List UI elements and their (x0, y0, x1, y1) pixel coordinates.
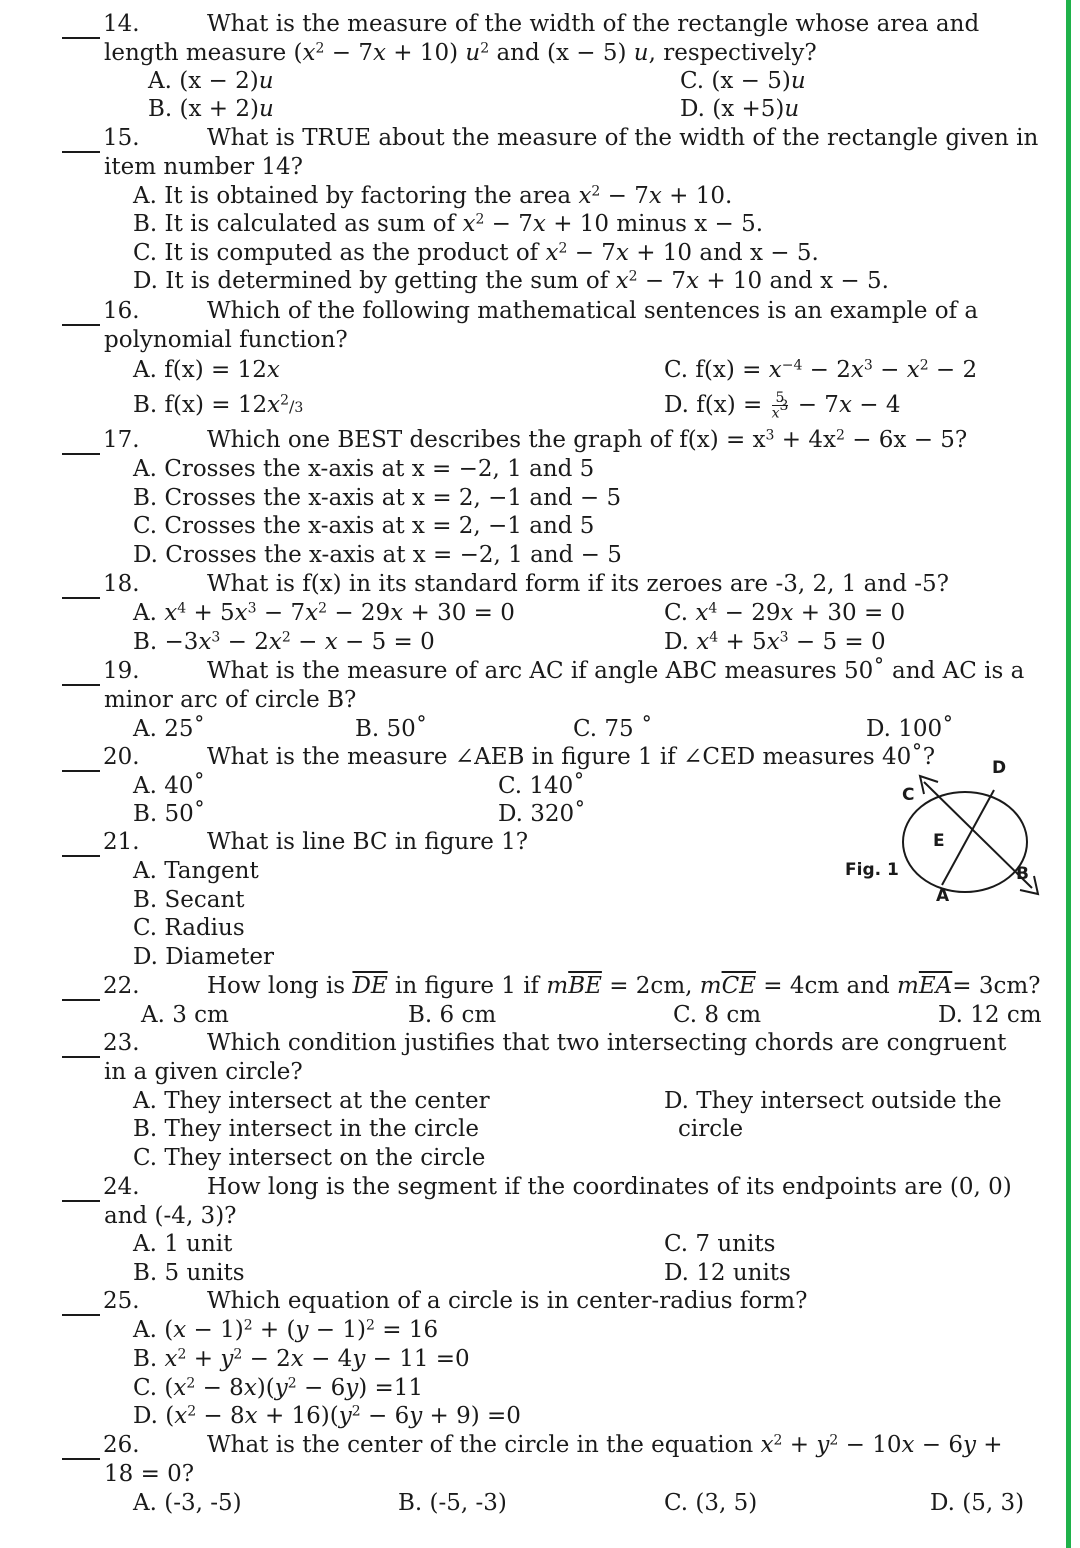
q16-option-b[interactable]: B. $f(x) = 12x^2/3$ (133, 392, 304, 418)
answer-blank-17[interactable] (62, 453, 100, 455)
q26-option-c[interactable]: C. (3, 5) (664, 1490, 758, 1516)
question-number-16: 16. (103, 298, 140, 324)
answer-blank-14[interactable] (62, 37, 100, 39)
chord-da (942, 790, 994, 885)
answer-blank-20[interactable] (62, 770, 100, 772)
point-label-b: B (1016, 864, 1029, 884)
q22-option-b[interactable]: B. 6 cm (408, 1002, 497, 1028)
q20-option-d[interactable]: D. 320˚ (498, 801, 586, 827)
q18-option-a[interactable]: A. $x^4 + 5x^3 - 7x^2 - 29x + 30 = 0$ (133, 600, 515, 626)
question-number-25: 25. (103, 1288, 140, 1314)
answer-blank-18[interactable] (62, 597, 100, 599)
q15-option-a[interactable]: A. It is obtained by factoring the area $x^2 - 7x + 10$. (133, 183, 733, 209)
question-number-26: 26. (103, 1432, 140, 1458)
answer-blank-26[interactable] (62, 1458, 100, 1460)
q25-option-d[interactable]: D. $(x^2 - 8x + 16)(y^2 - 6y + 9) =0$ (133, 1403, 521, 1429)
q23-option-d-line1[interactable]: D. They intersect outside the (664, 1088, 1002, 1114)
question-number-22: 22. (103, 973, 140, 999)
q18-stem: What is f(x) in its standard form if its zeroes are -3, 2, 1 and -5? (207, 571, 949, 597)
q15-stem-line1: What is TRUE about the measure of the width of the rectangle given in (207, 125, 1039, 151)
q15-option-d[interactable]: D. It is determined by getting the sum of $x^2 - 7x + 10$ and x − 5. (133, 268, 889, 294)
question-number-21: 21. (103, 829, 140, 855)
q14-option-a[interactable]: A. (x − 2)u (148, 68, 274, 94)
q18-option-d[interactable]: D. $x^4 + 5x^3 - 5 = 0$ (664, 629, 886, 655)
question-number-24: 24. (103, 1174, 140, 1200)
q23-option-d-line2[interactable]: circle (678, 1116, 744, 1142)
q22-stem: How long is $\overline{DE}$ in figure 1 if $m\overline{BE} = 2cm$, $m\overline{CE} = 4cm$ and $m\overline{EA}= 3cm$? (207, 973, 1041, 999)
q23-option-a[interactable]: A. They intersect at the center (133, 1088, 490, 1114)
q26-option-d[interactable]: D. (5, 3) (930, 1490, 1025, 1516)
page-border-rule (1066, 0, 1071, 1548)
q20-option-c[interactable]: C. 140˚ (498, 773, 585, 799)
q21-option-c[interactable]: C. Radius (133, 915, 245, 941)
q16-option-d[interactable]: D. f(x) = $\frac{5}{x^3}$ − 7x − 4 (664, 390, 901, 422)
figure-1-circle (880, 760, 1060, 910)
q26-stem-line2: 18 = 0? (104, 1461, 195, 1487)
q26-stem-line1: What is the center of the circle in the equation $x^2 + y^2 - 10x - 6y$ + (207, 1432, 1003, 1458)
q25-stem: Which equation of a circle is in center-radius form? (207, 1288, 808, 1314)
question-number-23: 23. (103, 1030, 140, 1056)
q23-stem-line1: Which condition justifies that two intersecting chords are congruent (207, 1030, 1007, 1056)
q21-option-d[interactable]: D. Diameter (133, 944, 275, 970)
answer-blank-22[interactable] (62, 999, 100, 1001)
q19-option-d[interactable]: D. 100˚ (866, 716, 954, 742)
question-number-18: 18. (103, 571, 140, 597)
q16-stem-line1: Which of the following mathematical sentences is an example of a (207, 298, 979, 324)
q24-option-a[interactable]: A. 1 unit (133, 1231, 233, 1257)
point-label-a: A (936, 886, 950, 906)
question-number-17: 17. (103, 427, 140, 453)
q20-option-b[interactable]: B. 50˚ (133, 801, 206, 827)
q21-option-b[interactable]: B. Secant (133, 887, 245, 913)
point-label-d: D (992, 758, 1007, 778)
q14-stem-line2: length measure $(x^2 - 7x + 10)$ $u^2$ and (x − 5) u, respectively? (104, 40, 817, 66)
answer-blank-23[interactable] (62, 1056, 100, 1058)
q15-option-b[interactable]: B. It is calculated as sum of $x^2 - 7x + 10$ minus x − 5. (133, 211, 764, 237)
q19-option-b[interactable]: B. 50˚ (355, 716, 428, 742)
q24-option-c[interactable]: C. 7 units (664, 1231, 776, 1257)
point-label-c: C (902, 785, 915, 805)
q24-stem-line2: and (-4, 3)? (104, 1203, 237, 1229)
answer-blank-21[interactable] (62, 855, 100, 857)
answer-blank-24[interactable] (62, 1200, 100, 1202)
q22-option-d[interactable]: D. 12 cm (938, 1002, 1042, 1028)
q16-stem-line2: polynomial function? (104, 327, 348, 353)
q15-stem-line2: item number 14? (104, 154, 304, 180)
q17-option-b[interactable]: B. Crosses the x-axis at x = 2, −1 and − 5 (133, 485, 622, 511)
q14-option-b[interactable]: B. (x + 2)u (148, 96, 274, 122)
answer-blank-15[interactable] (62, 151, 100, 153)
question-number-15: 15. (103, 125, 140, 151)
q24-option-b[interactable]: B. 5 units (133, 1260, 245, 1286)
q25-option-c[interactable]: C. $(x^2 - 8x)(y^2 - 6y) =11$ (133, 1375, 424, 1401)
q24-stem-line1: How long is the segment if the coordinates of its endpoints are (0, 0) (207, 1174, 1012, 1200)
q26-option-b[interactable]: B. (-5, -3) (398, 1490, 507, 1516)
figure-1-caption: Fig. 1 (845, 860, 899, 880)
question-number-20: 20. (103, 744, 140, 770)
q17-stem: Which one BEST describes the graph of $f(x) = x^3 + 4x^2 - 6x - 5$? (207, 427, 968, 453)
q17-option-d[interactable]: D. Crosses the x-axis at x = −2, 1 and − 5 (133, 542, 622, 568)
q14-stem-line1: What is the measure of the width of the rectangle whose area and (207, 11, 980, 37)
q17-option-a[interactable]: A. Crosses the x-axis at x = −2, 1 and 5 (133, 456, 595, 482)
q24-option-d[interactable]: D. 12 units (664, 1260, 791, 1286)
answer-blank-25[interactable] (62, 1314, 100, 1316)
arrow-head-c (920, 776, 938, 794)
q19-stem-line2: minor arc of circle B? (104, 687, 357, 713)
q23-stem-line2: in a given circle? (104, 1059, 303, 1085)
answer-blank-16[interactable] (62, 324, 100, 326)
q21-option-a[interactable]: A. Tangent (133, 858, 259, 884)
q19-option-c[interactable]: C. 75 ˚ (573, 716, 653, 742)
q14-option-c[interactable]: C. (x − 5)u (680, 68, 806, 94)
q14-option-d[interactable]: D. (x +5)u (680, 96, 800, 122)
q22-option-c[interactable]: C. 8 cm (673, 1002, 762, 1028)
point-label-e: E (933, 831, 945, 851)
q18-option-c[interactable]: C. $x^4 - 29x + 30 = 0$ (664, 600, 906, 626)
q20-option-a[interactable]: A. 40˚ (133, 773, 205, 799)
q26-option-a[interactable]: A. (-3, -5) (133, 1490, 242, 1516)
q19-option-a[interactable]: A. 25˚ (133, 716, 205, 742)
q23-option-b[interactable]: B. They intersect in the circle (133, 1116, 479, 1142)
q23-option-c[interactable]: C. They intersect on the circle (133, 1145, 486, 1171)
figure-1-drawing (880, 760, 1060, 910)
q19-stem-line1: What is the measure of arc AC if angle ABC measures 50˚ and AC is a (207, 658, 1025, 684)
q22-option-a[interactable]: A. 3 cm (141, 1002, 229, 1028)
q16-option-c[interactable]: C. $f(x) = x^{-4} - 2x^3 - x^2 - 2$ (664, 357, 978, 383)
q15-option-c[interactable]: C. It is computed as the product of $x^2 - 7x + 10$ and x − 5. (133, 240, 819, 266)
question-number-14: 14. (103, 11, 140, 37)
question-number-19: 19. (103, 658, 140, 684)
q25-option-a[interactable]: A. $(x - 1)^2 + (y - 1)^2 = 16$ (133, 1317, 439, 1343)
q20-stem: What is the measure ∠AEB in figure 1 if ∠CED measures 40˚? (207, 744, 936, 770)
q16-option-a[interactable]: A. f(x) = 12x (133, 357, 280, 383)
q17-option-c[interactable]: C. Crosses the x-axis at x = 2, −1 and 5 (133, 513, 595, 539)
q21-stem: What is line BC in figure 1? (207, 829, 529, 855)
q18-option-b[interactable]: B. $-3x^3 - 2x^2 - x - 5 = 0$ (133, 629, 435, 655)
q25-option-b[interactable]: B. $x^2 + y^2 - 2x - 4y - 11 =0$ (133, 1346, 470, 1372)
answer-blank-19[interactable] (62, 684, 100, 686)
